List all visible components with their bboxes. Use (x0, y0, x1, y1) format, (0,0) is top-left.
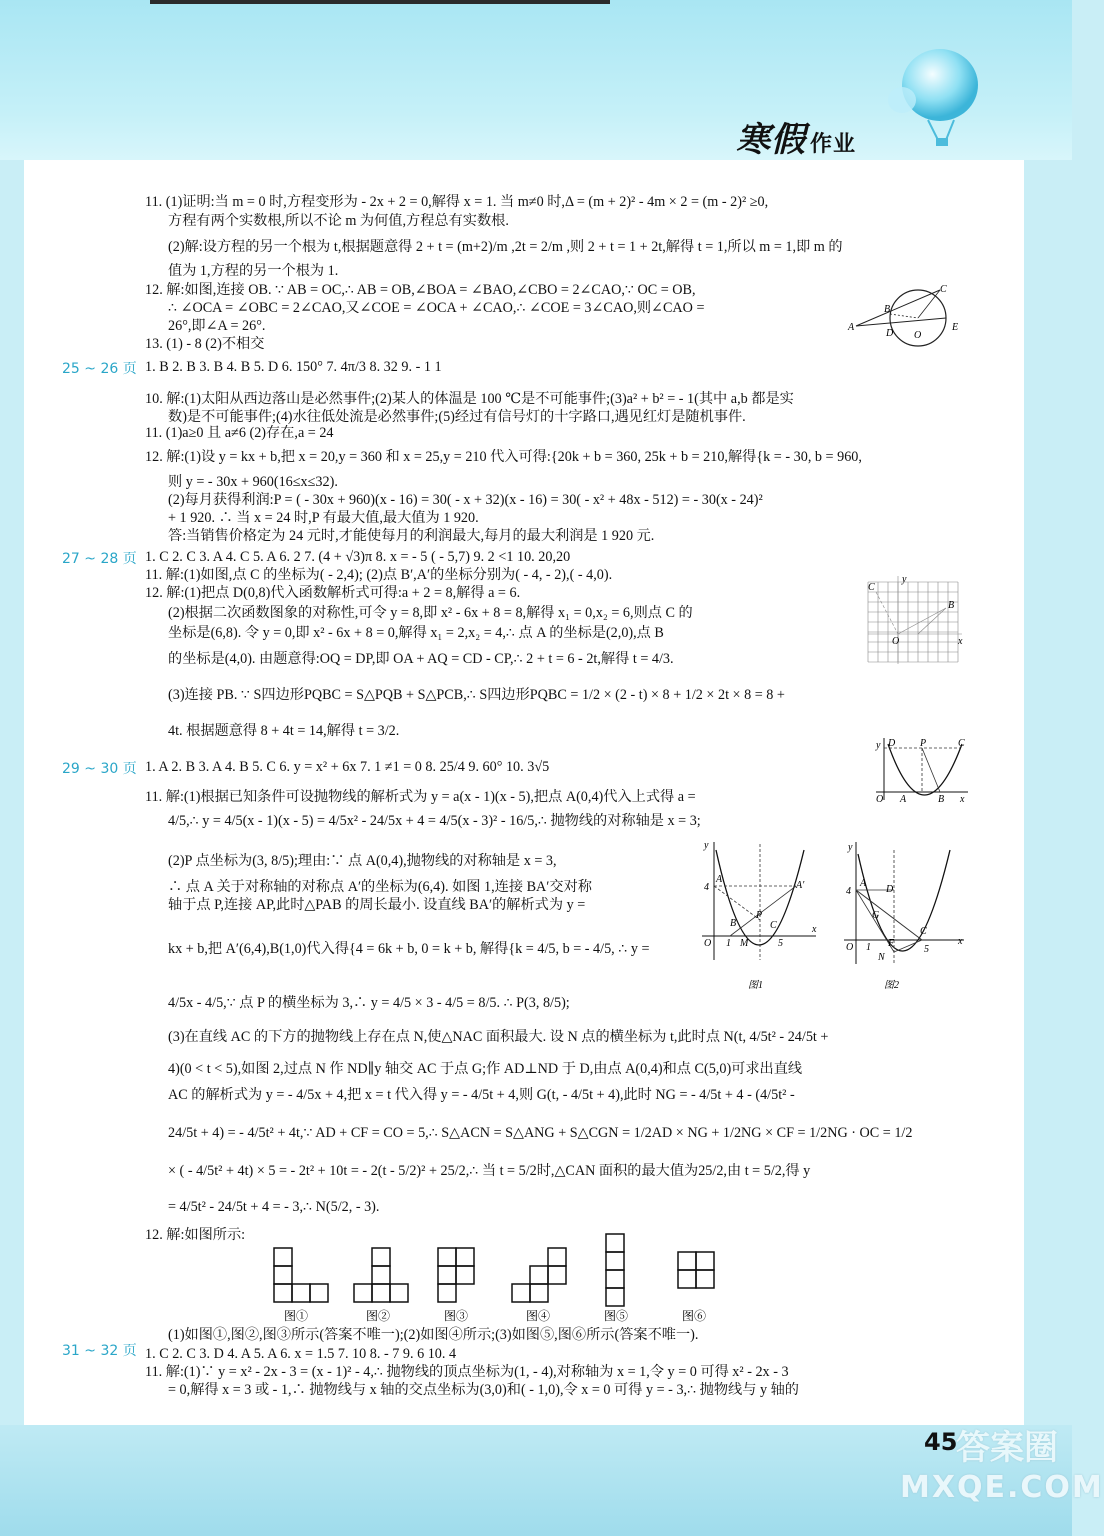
net-caption: 图⑤ (604, 1309, 629, 1323)
answer-line: 答:当销售价格定为 24 元时,才能使每月的利润最大,每月的最大利润是 1 920 元. (168, 528, 655, 544)
figure-2 (842, 840, 966, 994)
answer-line: kx + b,把 A′(6,4),B(1,0)代入得{4 = 6k + b, 0 = k + b, 解得{k = 4/5, b = - 4/5, ∴ y = (168, 941, 650, 957)
label-y: y (704, 840, 709, 851)
label-M: M (740, 938, 749, 949)
answer-line: 1. B 2. B 3. B 4. B 5. D 6. 150° 7. 4π/3 8. 32 9. - 1 1 (145, 359, 442, 375)
label-E: E (952, 322, 959, 333)
answer-line: (2)解:设方程的另一个根为 t,根据题意得 2 + t = (m+2)/m ,2t = 2/m ,则 2 + t = 1 + 2t,解得 t = 1,所以 m = 1,即 m 的 (168, 239, 843, 255)
answer-line: 11. 解:(1)根据已知条件可设抛物线的解析式为 y = a(x - 1)(x - 5),把点 A(0,4)代入上式得 a = (145, 789, 696, 805)
answer-line: 1. A 2. B 3. A 4. B 5. C 6. y = x² + 6x 7. 1 ≠1 = 0 8. 25/4 9. 60° 10. 3√5 (145, 759, 550, 775)
answer-line: 4/5x - 4/5,∵ 点 P 的横坐标为 3,∴ y = 4/5 × 3 - 4/5 = 8/5. ∴ P(3, 8/5); (168, 995, 570, 1011)
label-B: B (938, 794, 945, 805)
label-D: D (886, 884, 894, 895)
answer-line: 4t. 根据题意得 8 + 4t = 14,解得 t = 3/2. (168, 723, 400, 739)
answer-line: = 0,解得 x = 3 或 - 1,∴ 抛物线与 x 轴的交点坐标为(3,0)和( - 1,0),令 x = 0 可得 y = - 3,∴ 抛物线与 y 轴的 (168, 1382, 799, 1398)
label-N: N (878, 952, 885, 963)
answer-line: 13. (1) - 8 (2)不相交 (145, 336, 265, 352)
answer-line: (1)如图①,图②,图③所示(答案不唯一);(2)如图④所示;(3)如图⑤,图⑥所示(答案不唯一). (168, 1327, 699, 1343)
label-A: A (716, 874, 723, 885)
label-y: y (902, 574, 907, 585)
figure-caption: 图1 (748, 980, 763, 991)
answer-line: 坐标是(6,8). 令 y = 0,即 x² - 6x + 8 = 0,解得 x₁ = 2,x₂ = 4,∴ 点 A 的坐标是(2,0),点 B (168, 625, 664, 641)
section-label: 27 ~ 28 页 (62, 551, 137, 567)
answer-line: (3)在直线 AC 的下方的抛物线上存在点 N,使△NAC 面积最大. 设 N 点的横坐标为 t,此时点 N(t, 4/5t² - 24/5t + (168, 1029, 829, 1045)
answer-line: 12. 解:(1)设 y = kx + b,把 x = 20,y = 360 和 x = 25,y = 210 代入可得:{20k + b = 360, 25k + b = 210,解得{k = - 30, b = 960, (145, 449, 862, 465)
answer-line: = 4/5t² - 24/5t + 4 = - 3,∴ N(5/2, - 3). (168, 1199, 380, 1215)
figure-1 (700, 840, 820, 994)
answer-line: 则 y = - 30x + 960(16≤x≤32). (168, 474, 338, 490)
section-label: 29 ~ 30 页 (62, 761, 137, 777)
label-O: O (704, 938, 712, 949)
answer-line: 12. 解:如图所示: (145, 1227, 246, 1243)
label-O: O (876, 794, 884, 805)
brand-sub: 作业 (810, 132, 857, 157)
answer-line: 12. 解:(1)把点 D(0,8)代入函数解析式可得:a + 2 = 8,解得 a = 6. (145, 585, 521, 601)
label-C: C (868, 582, 875, 593)
answer-line: 数)是不可能事件;(4)水往低处流是必然事件;(5)经过有信号灯的十字路口,遇见红灯是随机事件. (168, 409, 746, 425)
label-y: y (876, 740, 881, 751)
label-O: O (846, 942, 854, 953)
label-A: A (848, 322, 855, 333)
answer-line: (3)连接 PB. ∵ S四边形PQBC = S△PQB + S△PCB,∴ S四边形PQBC = 1/2 × (2 - t) × 8 + 1/2 × 2t × 8 = 8 + (168, 687, 785, 703)
answer-line: + 1 920. ∴ 当 x = 24 时,P 有最大值,最大值为 1 920. (168, 510, 479, 526)
cube-net-figures (268, 1240, 728, 1324)
answer-line: × ( - 4/5t² + 4t) × 5 = - 2t² + 10t = - 2(t - 5/2)² + 25/2,∴ 当 t = 5/2时,△CAN 面积的最大值为25/2,由 t = 5/2,得 y (168, 1163, 811, 1179)
label-4: 4 (846, 886, 851, 897)
label-P: P (756, 910, 763, 921)
page-number: 45 (924, 1428, 958, 1456)
section-label: 25 ~ 26 页 (62, 361, 137, 377)
answer-line: 11. (1)a≥0 且 a≠6 (2)存在,a = 24 (145, 425, 334, 441)
grid-diagram (862, 572, 966, 668)
watermark-url: MXQE.COM (900, 1470, 1104, 1505)
label-C: C (940, 284, 947, 295)
answer-line: 11. 解:(1)∵ y = x² - 2x - 3 = (x - 1)² - 4,∴ 抛物线的顶点坐标为(1, - 4),对称轴为 x = 1,令 y = 0 可得 x² - 2x - 3 (145, 1364, 789, 1380)
answer-line: 10. 解:(1)太阳从西边落山是必然事件;(2)某人的体温是 100 ℃是不可能事件;(3)a² + b² = - 1(其中 a,b 都是实 (145, 391, 794, 407)
net-caption: 图③ (444, 1309, 469, 1323)
net-caption: 图④ (526, 1309, 551, 1323)
section-label: 31 ~ 32 页 (62, 1343, 137, 1359)
label-O: O (914, 330, 922, 341)
watermark-logo: 答案圈 (956, 1428, 1058, 1468)
label-x: x (812, 924, 817, 935)
answer-line: 1. C 2. C 3. A 4. C 5. A 6. 2 7. (4 + √3)π 8. x = - 5 ( - 5,7) 9. 2 <1 10. 20,20 (145, 549, 571, 565)
label-G: G (872, 910, 880, 921)
answer-line: 方程有两个实数根,所以不论 m 为何值,方程总有实数根. (168, 213, 509, 229)
label-C: C (770, 920, 777, 931)
answer-line: 12. 解:如图,连接 OB. ∵ AB = OC,∴ AB = OB,∠BOA = ∠BAO,∠CBO = 2∠CAO,∵ OC = OB, (145, 282, 696, 298)
answer-line: 4/5,∴ y = 4/5(x - 1)(x - 5) = 4/5x² - 24/5x + 4 = 4/5(x - 3)² - 16/5,∴ 抛物线的对称轴是 x = 3; (168, 813, 701, 829)
answer-line: 24/5t + 4) = - 4/5t² + 4t,∵ AD + CF = CO = 5,∴ S△ACN = S△ANG + S△CGN = 1/2AD × NG + 1/2NG × CF = 1/2NG · OC = 1/2 (168, 1125, 913, 1141)
answer-line: 11. (1)证明:当 m = 0 时,方程变形为 - 2x + 2 = 0,解得 x = 1. 当 m≠0 时,Δ = (m + 2)² - 4m × 2 = (m - 2)² ≥0, (145, 194, 769, 210)
label-A: A (900, 794, 907, 805)
label-B: B (884, 304, 891, 315)
label-P: P (920, 738, 927, 749)
label-C: C (920, 926, 927, 937)
label-x: x (960, 794, 965, 805)
answer-line: AC 的解析式为 y = - 4/5x + 4,把 x = t 代入得 y = - 4/5t + 4,则 G(t, - 4/5t + 4),此时 NG = - 4/5t + 4 - (4/5t² - (168, 1087, 795, 1103)
answer-line: 26°,即∠A = 26°. (168, 318, 266, 334)
answer-line: 值为 1,方程的另一个根为 1. (168, 263, 339, 279)
label-x: x (958, 636, 963, 647)
circle-diagram (846, 280, 966, 346)
label-4: 4 (704, 882, 709, 893)
answer-line: 轴于点 P,连接 AP,此时△PAB 的周长最小. 设直线 BA′的解析式为 y = (168, 897, 586, 913)
net-caption: 图① (284, 1309, 309, 1323)
net-caption: 图② (366, 1309, 391, 1323)
answer-line: (2)P 点坐标为(3, 8/5);理由:∵ 点 A(0,4),抛物线的对称轴是 x = 3, (168, 853, 557, 869)
label-1: 1 (866, 942, 871, 953)
label-O: O (892, 636, 900, 647)
net-caption: 图⑥ (682, 1309, 707, 1323)
brand-main: 寒假 (736, 120, 806, 160)
label-B: B (948, 600, 955, 611)
label-F: F (888, 938, 895, 949)
label-D: D (888, 738, 896, 749)
label-D: D (886, 328, 894, 339)
balloon-icon (880, 40, 990, 150)
label-C: C (958, 738, 965, 749)
answer-line: ∴ ∠OCA = ∠OBC = 2∠CAO,又∠COE = ∠OCA + ∠CAO,∴ ∠COE = 3∠CAO,则∠CAO = (168, 300, 705, 316)
label-5: 5 (924, 944, 929, 955)
figure-caption: 图2 (884, 980, 899, 991)
answer-line: (2)每月获得利润:P = ( - 30x + 960)(x - 16) = 30( - x + 32)(x - 16) = 30( - x² + 48x - 512) = - 30(x - 24)² (168, 492, 763, 508)
answer-line: 1. C 2. C 3. D 4. A 5. A 6. x = 1.5 7. 10 8. - 7 9. 6 10. 4 (145, 1346, 457, 1362)
parabola-diagram (872, 736, 972, 806)
brand-logo (736, 112, 856, 161)
label-A-prime: A′ (796, 880, 805, 891)
label-1: 1 (726, 938, 731, 949)
label-B: B (730, 918, 737, 929)
answer-line: (2)根据二次函数图象的对称性,可令 y = 8,即 x² - 6x + 8 = 8,解得 x₁ = 0,x₂ = 6,则点 C 的 (168, 605, 693, 621)
answer-line: 4)(0 < t < 5),如图 2,过点 N 作 ND∥y 轴交 AC 于点 G;作 AD⊥ND 于 D,由点 A(0,4)和点 C(5,0)可求出直线 (168, 1061, 803, 1077)
answer-line: 的坐标是(4,0). 由题意得:OQ = DP,即 OA + AQ = CD - CP,∴ 2 + t = 6 - 2t,解得 t = 4/3. (168, 651, 674, 667)
label-y: y (848, 842, 853, 853)
header-rule (150, 0, 610, 4)
label-x: x (958, 936, 963, 947)
answer-line: 11. 解:(1)如图,点 C 的坐标为( - 2,4); (2)点 B′,A′的坐标分别为( - 4, - 2),( - 4,0). (145, 567, 613, 583)
label-5: 5 (778, 938, 783, 949)
label-A: A (860, 878, 867, 889)
answer-line: ∴ 点 A 关于对称轴的对称点 A′的坐标为(6,4). 如图 1,连接 BA′交对称 (168, 879, 592, 895)
